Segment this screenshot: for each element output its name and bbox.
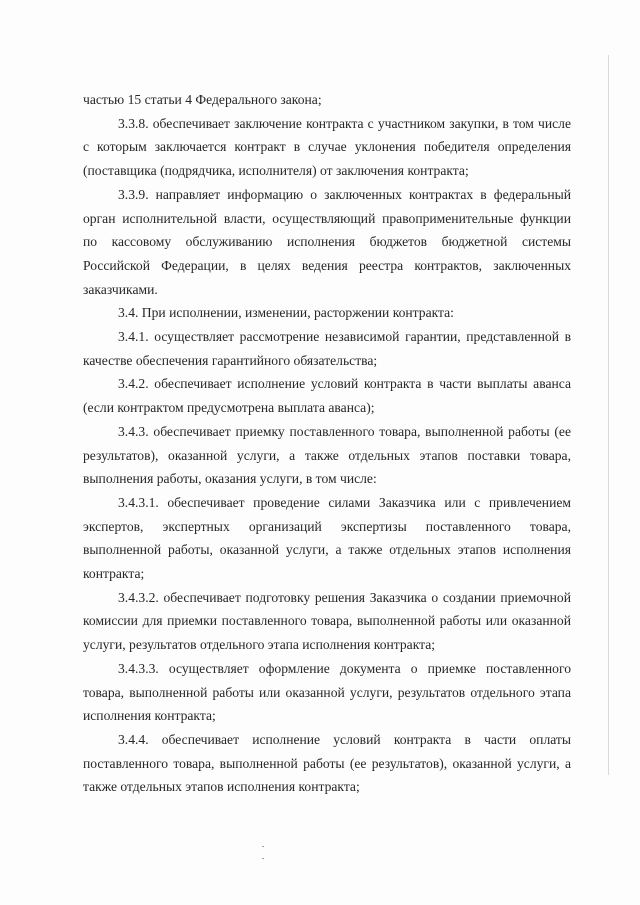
paragraph-3-4: 3.4. При исполнении, изменении, расторжении контракта: xyxy=(118,305,454,321)
scan-speck xyxy=(262,846,264,847)
paragraph-3-3-8: 3.3.8. обеспечивает заключение контракта с участником закупки, в том числе с которым заключается контракт в случае уклонения победителя определения (поставщика (подрядчика, исполнителя) от заключения контракта; xyxy=(83,115,571,179)
paragraph-3-4-3: 3.4.3. обеспечивает приемку поставленного товара, выполненной работы (ее результатов), оказанной услуги, а также отдельных этапов поставки товара, выполнения работы, оказания услуги, в том числе: xyxy=(83,423,571,487)
paragraph-3-4-3-2: 3.4.3.2. обеспечивает подготовку решения Заказчика о создании приемочной комиссии для приемки поставленного товара, выполненной работы или оказанной услуги, результатов отдельного этапа исполнения контракта; xyxy=(83,589,571,653)
paragraph-3-4-3-3: 3.4.3.3. осуществляет оформление документа о приемке поставленного товара, выполненной работы или оказанной услуги, результатов отдельного этапа исполнения контракта; xyxy=(83,660,571,724)
paragraph-3-3-9: 3.3.9. направляет информацию о заключенных контрактах в федеральный орган исполнительной власти, осуществляющий правоприменительные функции по кассовому обслуживанию исполнения бюджетов бюджетной системы Российской Федерации, в целях ведения реестра контрактов, заключенных заказчиками. xyxy=(83,186,571,297)
paragraph-3-4-3-1: 3.4.3.1. обеспечивает проведение силами Заказчика или с привлечением экспертов, экспертных организаций экспертизы поставленного товара, выполненной работы, оказанной услуги, а также отдельных этапов исполнения контракта; xyxy=(83,494,571,582)
paragraph-3-4-2: 3.4.2. обеспечивает исполнение условий контракта в части выплаты аванса (если контрактом предусмотрена выплата аванса); xyxy=(83,376,571,416)
document-body xyxy=(83,88,571,799)
paragraph-3-4-1: 3.4.1. осуществляет рассмотрение независимой гарантии, представленной в качестве обеспечения гарантийного обязательства; xyxy=(83,329,571,368)
scan-speck xyxy=(262,858,264,859)
paragraph-continuation: частью 15 статьи 4 Федерального закона; xyxy=(83,92,322,107)
paragraph-3-4-4: 3.4.4. обеспечивает исполнение условий контракта в части оплаты поставленного товара, выполненной работы (ее результатов), оказанной услуги, а также отдельных этапов исполнения контракта; xyxy=(83,731,571,795)
scan-edge-line xyxy=(608,55,609,775)
